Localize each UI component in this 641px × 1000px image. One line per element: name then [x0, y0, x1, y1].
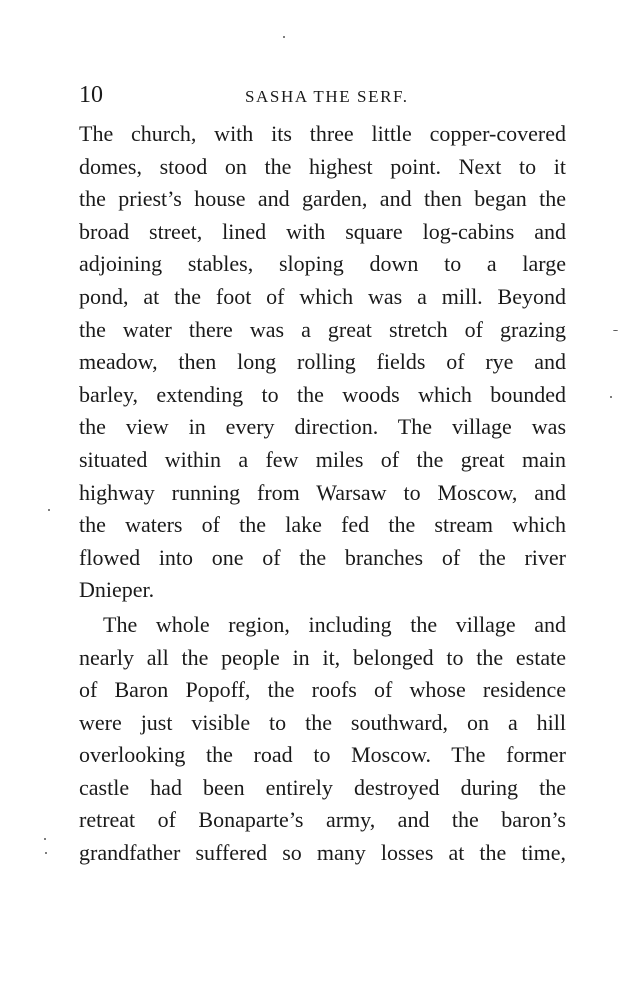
scan-speck: [610, 396, 612, 398]
text-line: retreat of Bonaparte’s army, and the baron’s: [79, 807, 566, 833]
text-line: pond, at the foot of which was a mill. Beyond: [79, 283, 566, 309]
scan-speck: [44, 838, 46, 840]
text-line: highway running from Warsaw to Moscow, and: [79, 479, 566, 505]
text-line: flowed into one of the branches of the river: [79, 544, 566, 570]
text-line: were just visible to the southward, on a hill: [79, 709, 566, 735]
text-line: The whole region, including the village and: [103, 611, 566, 637]
scan-speck: [283, 36, 285, 38]
text-line: the view in every direction. The village was: [79, 414, 566, 440]
running-title: SASHA THE SERF.: [245, 87, 409, 106]
text-line: grandfather suffered so many losses at the time,: [79, 840, 566, 866]
text-line: domes, stood on the highest point. Next to it: [79, 153, 566, 179]
text-line: the priest’s house and garden, and then began the: [79, 186, 566, 212]
text-line: Dnieper.: [79, 577, 155, 603]
text-line: castle had been entirely destroyed during the: [79, 774, 566, 800]
text-line: of Baron Popoff, the roofs of whose residence: [79, 677, 566, 703]
scan-speck: [613, 330, 618, 331]
paragraph-1: [79, 118, 566, 607]
text-line: situated within a few miles of the great main: [79, 446, 566, 472]
paragraph-2: [79, 609, 566, 870]
text-line: barley, extending to the woods which bounded: [79, 381, 566, 407]
text-line: overlooking the road to Moscow. The former: [79, 742, 566, 768]
text-line: meadow, then long rolling fields of rye and: [79, 349, 566, 375]
text-line: The church, with its three little copper-covered: [79, 121, 566, 146]
text-line: broad street, lined with square log-cabins and: [79, 218, 566, 244]
body-text: [79, 118, 566, 870]
page-number: 10: [79, 82, 103, 108]
text-line: adjoining stables, sloping down to a large: [79, 251, 566, 277]
text-line: nearly all the people in it, belonged to the estate: [79, 644, 566, 670]
scan-speck: [48, 509, 50, 511]
page-header: [79, 80, 566, 110]
text-line: the waters of the lake fed the stream which: [79, 512, 566, 538]
scan-speck: [45, 852, 47, 854]
text-line: the water there was a great stretch of grazing: [79, 316, 566, 342]
